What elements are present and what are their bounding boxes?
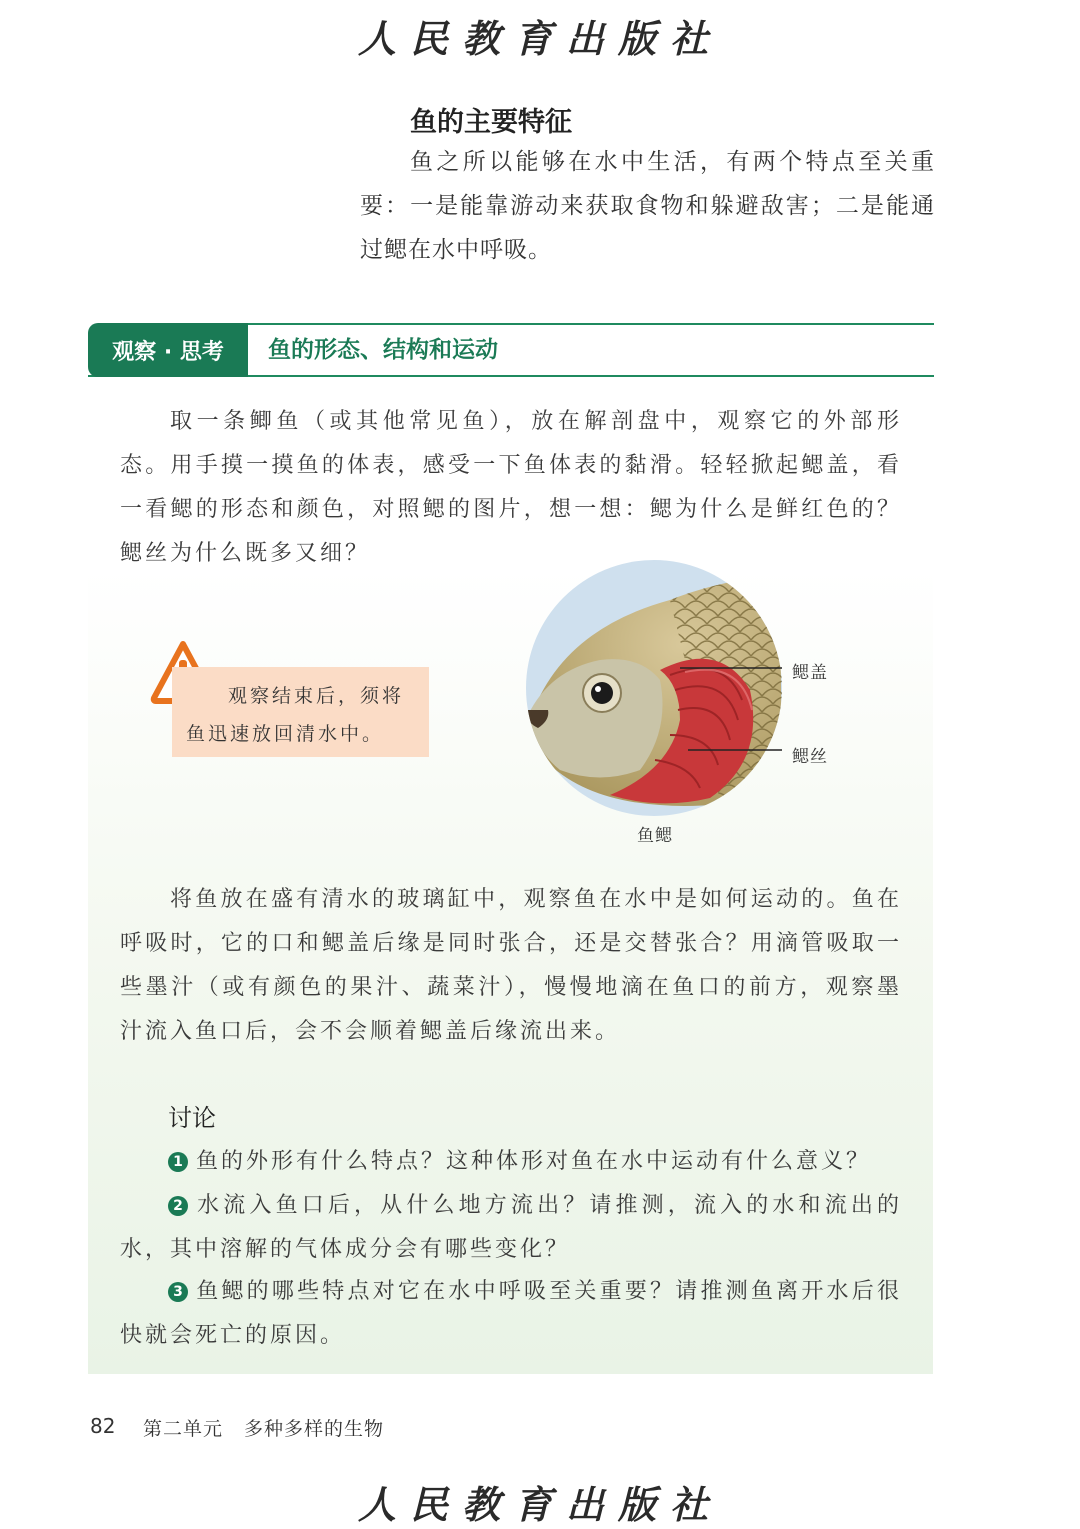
activity-paragraph-1: 取一条鲫鱼（或其他常见鱼），放在解剖盘中，观察它的外部形态。用手摸一摸鱼的体表，感受一下鱼体表的黏滑。轻轻掀起鳃盖，看一看鳃的形态和颜色，对照鳃的图片，想一想：鳃为什么是鲜红色的？鳃丝为什么既多又细？ <box>120 409 902 566</box>
discussion-question <box>120 1140 902 1184</box>
discussion-question <box>120 1184 902 1272</box>
warning-line-1: 观察结束后，须将 <box>228 685 405 707</box>
activity-header <box>88 323 934 377</box>
activity-tag: 观察 · 思考 <box>88 323 248 377</box>
discussion-question <box>120 1270 902 1358</box>
activity-paragraph-2: 将鱼放在盛有清水的玻璃缸中，观察鱼在水中是如何运动的。鱼在呼吸时，它的口和鳃盖后缘是同时张合，还是交替张合？用滴管吸取一些墨汁（或有颜色的果汁、蔬菜汁），慢慢地滴在鱼口的前方，观察墨汁流入鱼口后，会不会顺着鳃盖后缘流出来。 <box>120 887 902 1044</box>
discussion-title: 讨论 <box>168 1104 216 1132</box>
question-number-badge: 2 <box>168 1196 188 1216</box>
figure-caption: 鱼鳃 <box>637 826 673 846</box>
question-text: 鱼的外形有什么特点？这种体形对鱼在水中运动有什么意义？ <box>196 1149 872 1174</box>
warning-note <box>172 667 429 757</box>
unit-title: 第二单元 多种多样的生物 <box>143 1418 385 1440</box>
label-gill-filaments: 鳃丝 <box>792 747 828 767</box>
fish-gill-illustration <box>520 560 840 820</box>
label-operculum: 鳃盖 <box>792 663 828 683</box>
publisher-watermark-top: 人民教育出版社 <box>357 16 722 61</box>
publisher-watermark-bottom: 人民教育出版社 <box>357 1482 722 1527</box>
section-title: 鱼的主要特征 <box>410 107 572 138</box>
warning-line-2: 鱼迅速放回清水中。 <box>186 723 385 745</box>
question-text: 水流入鱼口后，从什么地方流出？请推测，流入的水和流出的水，其中溶解的气体成分会有哪些变化？ <box>120 1193 902 1262</box>
question-number-badge: 3 <box>168 1282 188 1302</box>
activity-title: 鱼的形态、结构和运动 <box>268 337 498 363</box>
question-text: 鱼鳃的哪些特点对它在水中呼吸至关重要？请推测鱼离开水后很快就会死亡的原因。 <box>120 1279 902 1348</box>
question-number-badge: 1 <box>168 1152 188 1172</box>
section-intro: 鱼之所以能够在水中生活，有两个特点至关重要：一是能靠游动来获取食物和躲避敌害；二是能通过鳃在水中呼吸。 <box>360 149 935 263</box>
page-number: 82 <box>90 1414 116 1438</box>
